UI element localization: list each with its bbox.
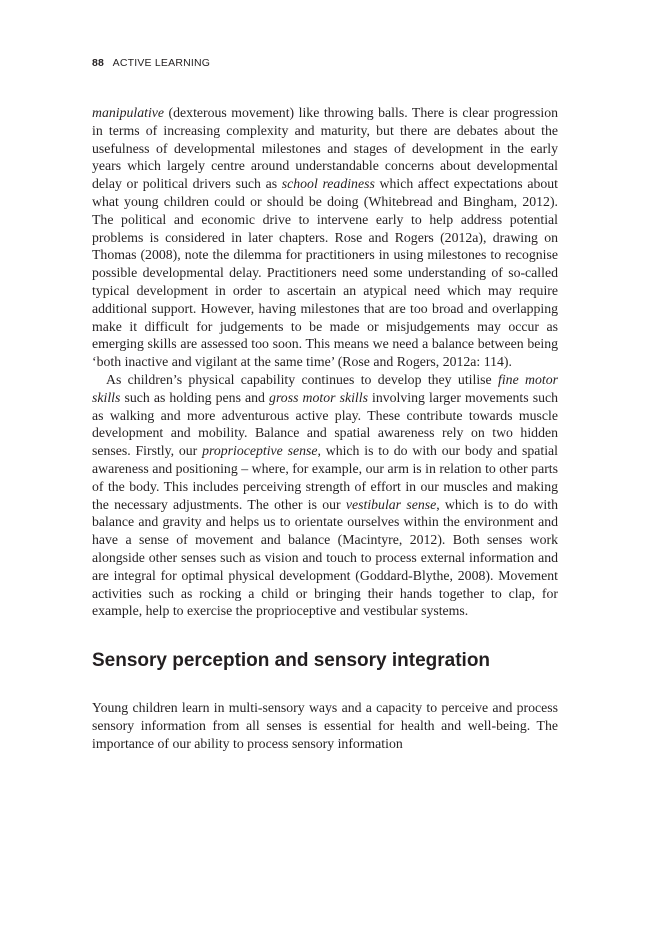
emphasis-term: fine motor skills (92, 371, 558, 405)
emphasis-term: manipulative (92, 105, 165, 120)
emphasis-term: vestibular sense (345, 496, 437, 512)
page-number: 88 (92, 57, 105, 69)
paragraph-text: , which is to do with our body and spatial awareness and positioning – where, for example, our arm is in relation to other parts of the body. This includes perceiving strength of effort in our muscles and making the necessary adjustments. The other is our (92, 443, 559, 512)
paragraph-motor-skills (92, 371, 558, 620)
paragraph-milestones (92, 104, 558, 371)
paragraph-text: , which is to do with balance and gravity and helps us to orientate ourselves within the environment and have a sense of movement and balance (Macintyre, 2012). Both senses work alongside other senses such as vision and touch to process external information and are integral for optimal physical development (Goddard-Blythe, 2008). Movement activities such as rocking a child or bringing their hands together to clap, for example, help to exercise the proprioceptive and vestibular systems. (92, 496, 558, 619)
running-header (92, 57, 210, 69)
section-heading: Sensory perception and sensory integration (92, 650, 491, 672)
emphasis-term: proprioceptive sense (202, 443, 318, 459)
paragraph-sensory: Young children learn in multi-sensory ways and a capacity to perceive and process sensory information from all senses is essential for health and well-being. The importance of our ability to process sensory information (92, 700, 558, 751)
paragraph-text: which affect expectations about what young children could or should be doing (Whitebread and Bingham, 2012). The political and economic drive to intervene early to help address potential problems is considered in later chapters. Rose and Rogers (2012a), drawing on Thomas (2008), note the dilemma for practitioners in using milestones to recognise possible developmental delay. Practitioners need some understanding of so-called typical development in order to ascertain an atypical need which may require additional support. However, having milestones that are too broad and overlapping make it difficult for judgements to be made or misjudgements may occur as emerging skills are assessed too soon. This means we need a balance between being ‘both inactive and vigilant at the same time’ (Rose and Rogers, 2012a: 114). (92, 176, 559, 370)
emphasis-term: gross motor skills (269, 389, 368, 405)
paragraph-text: involving larger movements such as walking and more adventurous active play. These contribute towards muscle development and mobility. Balance and spatial awareness rely on two hidden senses. Firstly, our (92, 389, 558, 459)
paragraph-text: As children’s physical capability continues to develop they utilise (106, 371, 498, 387)
running-title: ACTIVE LEARNING (112, 57, 211, 69)
paragraph-text: (dexterous movement) like throwing balls. There is clear progression in terms of increasing complexity and maturity, but there are debates about the usefulness of developmental milestones and stages of development in the early years which largely centre around understandable concerns about developmental delay or political drivers such as (92, 105, 558, 192)
emphasis-term: school readiness (281, 176, 375, 192)
paragraph-text: such as holding pens and (120, 389, 270, 405)
page-body (92, 104, 558, 753)
